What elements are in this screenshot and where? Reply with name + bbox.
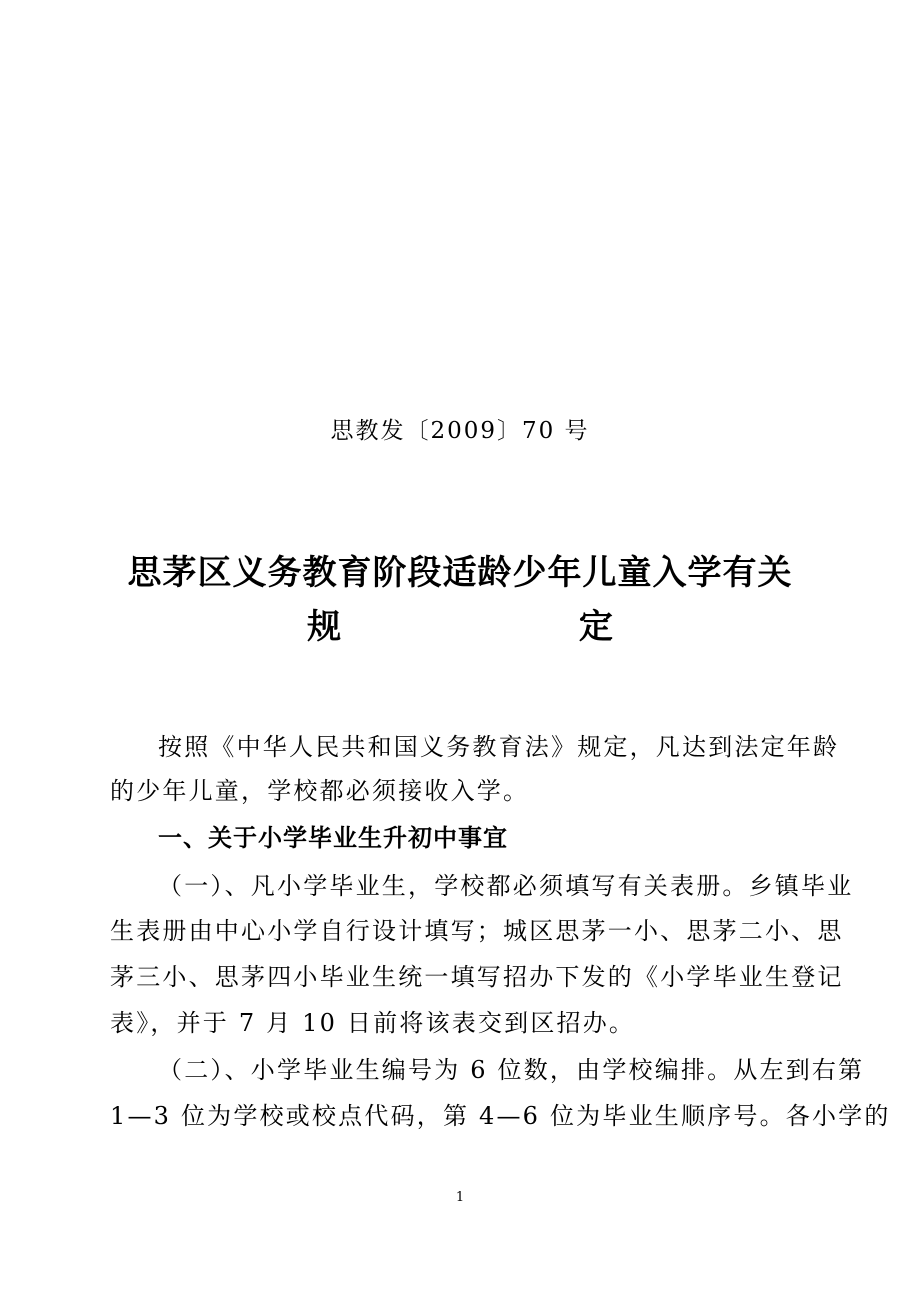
item-1-line-1: （一）、凡小学毕业生，学校都必须填写有关表册。乡镇毕业 — [158, 872, 854, 900]
item-2-line-1: （二）、小学毕业生编号为 6 位数，由学校编排。从左到右第 — [158, 1056, 865, 1084]
section-heading-1: 一、关于小学毕业生升初中事宜 — [158, 824, 508, 852]
intro-paragraph-line-2: 的少年儿童，学校都必须接收入学。 — [110, 777, 530, 805]
intro-paragraph-line-1: 按照《中华人民共和国义务教育法》规定，凡达到法定年龄 — [158, 733, 840, 761]
item-2-line-2: 1—3 位为学校或校点代码，第 4—6 位为毕业生顺序号。各小学的 — [110, 1102, 891, 1130]
document-title-line-1: 思茅区义务教育阶段适龄少年儿童入学有关 — [127, 553, 793, 593]
document-number: 思教发〔2009〕70 号 — [330, 418, 590, 444]
document-title-line-2: 规 定 — [307, 607, 691, 647]
item-1-line-3: 茅三小、思茅四小毕业生统一填写招办下发的《小学毕业生登记 — [110, 963, 844, 991]
item-1-line-4: 表》，并于 7 月 10 日前将该表交到区招办。 — [110, 1009, 636, 1037]
item-1-line-2: 生表册由中心小学自行设计填写；城区思茅一小、思茅二小、思 — [110, 917, 844, 945]
page-number: 1 — [455, 1190, 465, 1205]
